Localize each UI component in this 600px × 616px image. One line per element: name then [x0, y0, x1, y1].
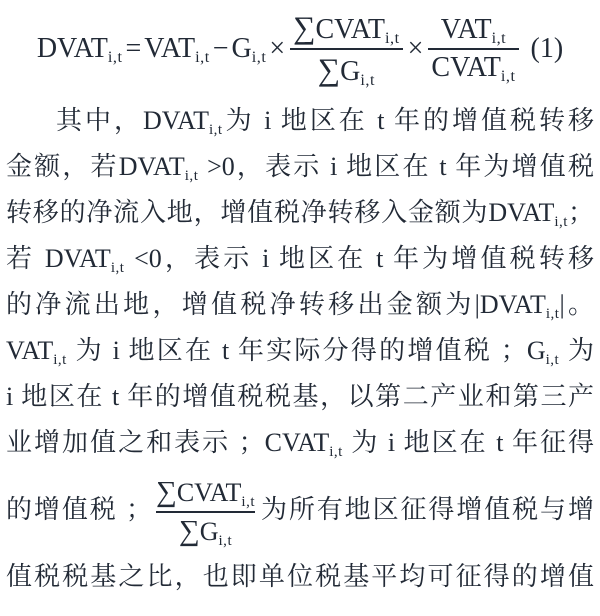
- variable: DVAT: [44, 244, 111, 273]
- minus-operator: −: [212, 33, 229, 64]
- subscript: i,t: [491, 29, 507, 47]
- text-run: 的净流出地，增值税净转移出金额为|: [6, 290, 480, 319]
- text-run: 转移的净流入地，增值税净转移入金额为: [6, 198, 489, 227]
- subscript: i,t: [184, 167, 199, 184]
- fraction-vat-over-cvat: [428, 14, 518, 84]
- text-run: 为: [559, 336, 594, 365]
- variable: CVAT: [264, 428, 330, 457]
- equation-term-g: [232, 33, 267, 65]
- paragraph: [6, 98, 594, 600]
- paragraph-line: [6, 236, 594, 282]
- subscript: i,t: [500, 67, 516, 86]
- fraction-numerator: [438, 14, 509, 46]
- paragraph-line: [6, 144, 594, 190]
- text-run: i 地区在 t 年的增值税税基，以第二产业和第三产: [6, 382, 594, 411]
- paragraph-line: [6, 282, 594, 328]
- text-run: 为 i 地区在 t 年的增值税转移: [222, 106, 594, 135]
- text-run: 金额，若: [6, 152, 119, 181]
- sigma-symbol: ∑: [156, 475, 177, 508]
- sigma-symbol: ∑: [178, 515, 200, 548]
- fraction-bar: [156, 511, 255, 513]
- text-run: >0，表示 i 地区在 t 年为增值税: [198, 152, 594, 181]
- subscript: i,t: [218, 532, 233, 549]
- variable: G: [199, 517, 219, 547]
- paragraph-line: [6, 554, 594, 600]
- subscript: i,t: [107, 48, 123, 67]
- variable: DVAT: [479, 290, 546, 319]
- variable: G: [526, 336, 546, 365]
- variable: DVAT: [488, 198, 555, 227]
- text-run: <0，表示 i 地区在 t 年为增值税转移: [124, 244, 594, 273]
- times-operator: ×: [269, 33, 286, 64]
- subscript: i,t: [545, 305, 560, 322]
- variable: DVAT: [36, 33, 108, 64]
- equation-term-dvat: [37, 33, 123, 65]
- equation-term-vat: [144, 33, 209, 65]
- variable: VAT: [6, 336, 54, 365]
- sigma-symbol: ∑: [293, 9, 316, 45]
- text-run: 的增值税 ；: [6, 495, 153, 524]
- subscript: i,t: [251, 48, 267, 67]
- variable: CVAT: [431, 52, 501, 83]
- text-run: 若: [6, 244, 45, 273]
- text-run: 值税税基之比，也即单位税基平均可征得的增值: [6, 562, 594, 591]
- equation: [6, 0, 594, 98]
- variable: VAT: [144, 33, 196, 64]
- equals-operator: =: [125, 33, 142, 64]
- variable: G: [340, 56, 361, 87]
- paragraph-line: [6, 374, 594, 420]
- paragraph-line: [6, 190, 594, 236]
- variable: DVAT: [142, 106, 209, 135]
- inline-fraction-sum-cvat-over-sum-g: [156, 476, 255, 549]
- variable: VAT: [440, 13, 492, 45]
- subscript: i,t: [545, 351, 560, 368]
- subscript: i,t: [241, 493, 256, 510]
- subscript: i,t: [53, 351, 67, 368]
- paragraph-line: [6, 420, 594, 466]
- text-run: |。: [559, 290, 594, 319]
- text-run: 为 i 地区在 t 年征得: [342, 428, 594, 457]
- text-run: ；: [567, 198, 594, 227]
- subscript: i,t: [208, 121, 223, 138]
- fraction-bar: [428, 48, 518, 50]
- fraction-numerator: [156, 476, 255, 509]
- times-operator: ×: [407, 33, 424, 64]
- text-run: 为 i 地区在 t 年实际分得的增值税 ；: [66, 336, 527, 365]
- paragraph-line: [6, 98, 594, 144]
- sigma-symbol: ∑: [317, 52, 341, 87]
- fraction-sum-cvat-over-sum-g: [290, 10, 402, 88]
- subscript: i,t: [329, 443, 343, 460]
- paragraph-line: [6, 328, 594, 374]
- subscript: i,t: [385, 29, 400, 47]
- fraction-denominator: [315, 52, 378, 88]
- paragraph-line-with-fraction: [6, 466, 594, 554]
- equation-number: (1): [530, 33, 564, 64]
- fraction-numerator: [290, 10, 402, 46]
- text-run: 为所有地区征得增值税与增: [259, 495, 594, 524]
- variable: DVAT: [118, 152, 185, 181]
- text-run: 其中，: [56, 106, 143, 135]
- subscript: i,t: [554, 213, 568, 230]
- fraction-bar: [290, 48, 402, 50]
- fraction-denominator: [179, 515, 232, 548]
- text-run: 业增加值之和表示 ；: [6, 428, 265, 457]
- variable: CVAT: [176, 477, 242, 507]
- variable: G: [231, 33, 252, 64]
- fraction-denominator: [428, 52, 518, 84]
- subscript: i,t: [195, 48, 210, 67]
- variable: CVAT: [315, 13, 386, 45]
- subscript: i,t: [110, 259, 125, 276]
- subscript: i,t: [360, 71, 375, 90]
